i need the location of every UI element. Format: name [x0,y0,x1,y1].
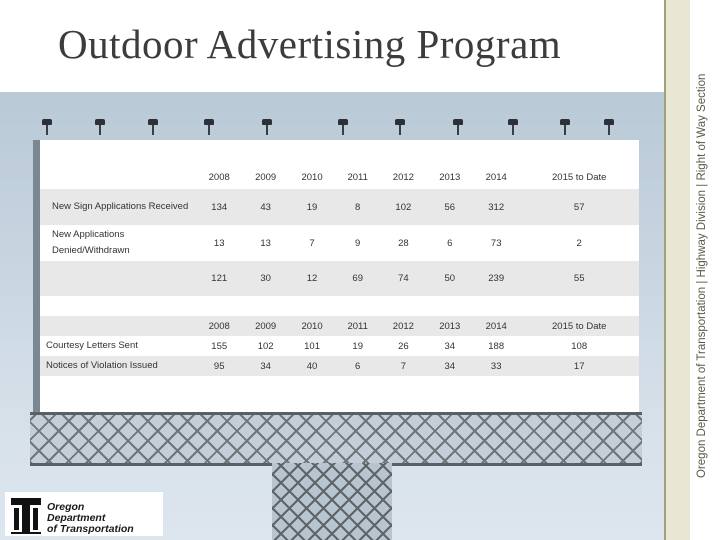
header-cell: 2014 [485,320,507,332]
table-cell: 121 [211,273,228,284]
page-title: Outdoor Advertising Program [58,21,562,67]
table-cell: 6 [355,360,361,372]
table-header-row [40,316,639,336]
header-cell: 2013 [439,171,461,183]
table-row [40,225,639,261]
table-cell: 312 [488,201,505,213]
header-cell: 2010 [301,171,323,183]
logo-text-line: of Transportation [47,523,134,535]
table-cell: 40 [306,360,318,372]
table-cell: 108 [571,340,588,352]
logo-text-line: Oregon [47,501,85,513]
table-cell: 188 [488,340,505,352]
row-label: Courtesy Letters Sent [46,340,138,351]
header-cell: 2013 [439,320,461,332]
odot-logo [5,492,163,536]
header-cell: 2011 [347,171,368,183]
header-cell: 2010 [301,320,323,332]
table-cell: 155 [211,340,228,352]
table-row [40,356,639,376]
row-label: New Applications Denied/Withdrawn [52,229,130,256]
header-cell: 2012 [392,171,414,183]
table-cell: 33 [490,360,502,372]
table-cell: 95 [213,360,225,372]
table-cell: 19 [306,201,318,213]
enforcement-table-panel [40,316,639,380]
table-cell: 55 [573,273,585,284]
table-cell: 101 [304,340,320,352]
row-label: New Sign Applications Received [52,201,189,212]
table-cell: 57 [573,201,585,213]
header-cell: 2009 [255,320,277,332]
row-label: Notices of Violation Issued [46,360,158,371]
table-row [40,261,639,296]
table-cell: 12 [306,273,318,284]
table-cell: 8 [355,201,361,213]
table-cell: 43 [260,201,271,213]
table-cell: 13 [213,237,225,249]
header-cell: 2008 [208,171,230,183]
table-row [40,189,639,225]
enforcement-table [40,316,639,376]
table-cell: 34 [444,360,456,372]
table-cell: 134 [211,201,228,213]
table-cell: 74 [398,273,409,284]
table-cell: 56 [444,201,456,213]
table-cell: 13 [260,237,271,249]
table-cell: 239 [488,273,505,284]
table-cell: 19 [352,340,363,352]
table-cell: 73 [490,237,502,249]
applications-table [40,165,639,296]
header-cell: 2009 [255,171,277,183]
header-cell: 2015 to Date [552,320,607,332]
row-label [40,261,196,296]
side-caption: Oregon Department of Transportation | Highway Division | Right of Way Section [696,73,708,478]
table-cell: 7 [400,360,406,372]
header-cell: 2015 to Date [552,171,607,183]
table-cell: 7 [309,237,315,249]
logo-text-line: Department [47,512,106,524]
table-cell: 34 [444,340,456,352]
table-cell: 50 [444,273,456,284]
table-cell: 28 [398,237,409,249]
table-cell: 34 [260,360,271,372]
table-cell: 102 [395,201,412,213]
table-cell: 9 [355,237,361,249]
header-cell: 2011 [347,320,368,332]
table-cell: 102 [257,340,274,352]
table-cell: 69 [352,273,363,284]
table-cell: 6 [447,237,453,249]
table-cell: 26 [398,340,409,352]
header-cell: 2012 [392,320,414,332]
table-cell: 30 [260,273,271,284]
header-cell: 2008 [208,320,230,332]
header-cell: 2014 [485,171,507,183]
table-cell: 17 [573,360,585,372]
odot-logo-icon [8,492,44,536]
table-cell: 2 [576,237,582,249]
side-bar [664,0,720,540]
table-row [40,336,639,356]
